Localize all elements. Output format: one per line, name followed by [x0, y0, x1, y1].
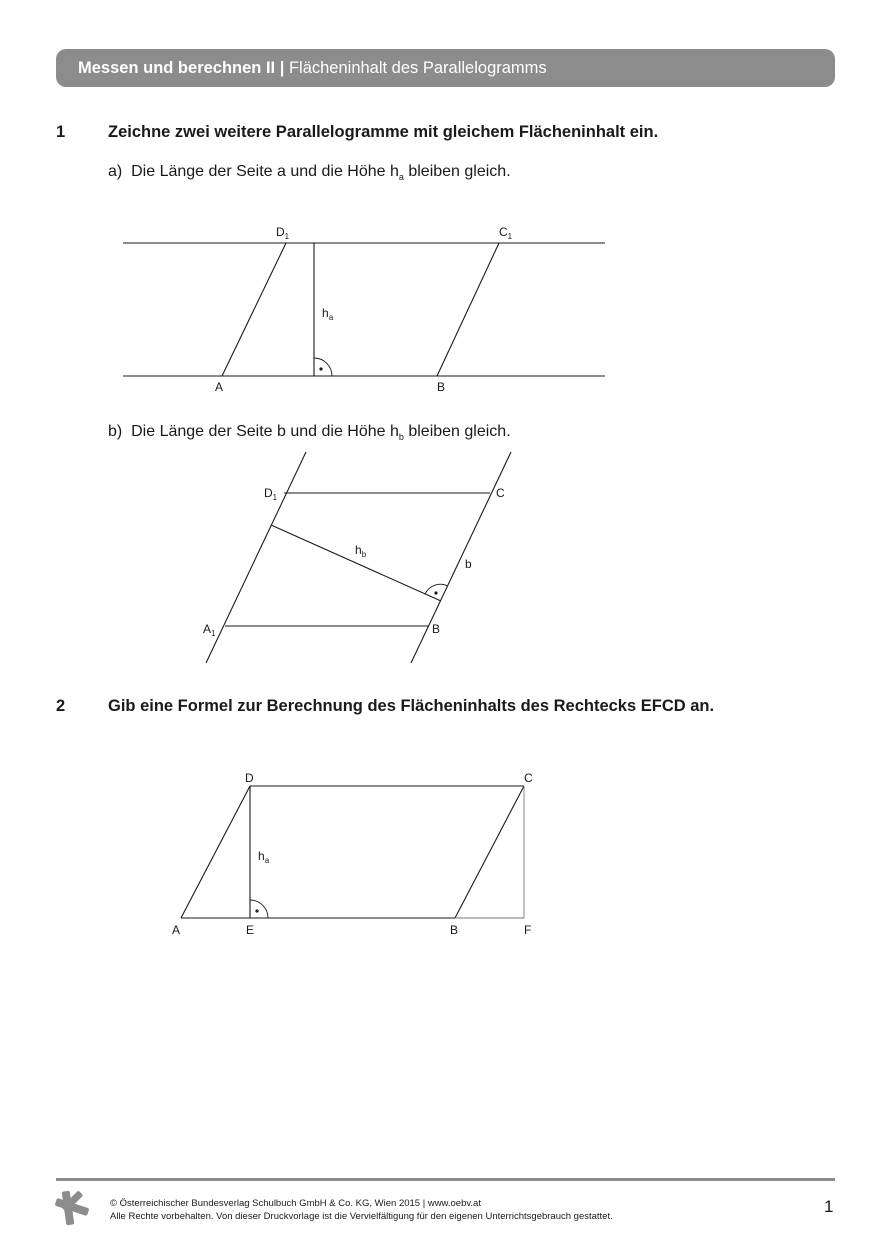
label-a: A: [172, 923, 181, 937]
task1-number: 1: [56, 123, 66, 141]
footer-copyright: © Österreichischer Bundesverlag Schulbuch GmbH & Co. KG, Wien 2015 | www.oebv.at: [110, 1198, 481, 1209]
label-d: D: [245, 771, 254, 785]
label-d1: $D_1$: [264, 486, 278, 502]
task1b-text-after: bleiben gleich.: [408, 423, 511, 440]
header-separator: |: [279, 59, 285, 77]
task1a-subscript: a: [398, 172, 404, 183]
task1a-text-before: Die Länge der Seite a und die Höhe h: [131, 163, 399, 180]
label-c1: $C_1$: [499, 225, 513, 241]
topic-title: Flächeninhalt des Parallelogramms: [288, 59, 547, 77]
label-hb: $h_b$: [355, 543, 367, 559]
label-a: A: [215, 380, 224, 394]
task2-instruction: Gib eine Formel zur Berechnung des Flächeninhalts des Rechtecks EFCD an.: [108, 697, 715, 715]
task1b-text-before: Die Länge der Seite b und die Höhe h: [131, 423, 399, 440]
task2-number: 2: [56, 697, 66, 715]
label-ha: $h_a$: [322, 306, 334, 322]
label-c: C: [524, 771, 533, 785]
label-b: B: [432, 622, 441, 636]
label-side-b: b: [465, 557, 472, 571]
label-d1: $D_1$: [276, 225, 290, 241]
label-e: E: [246, 923, 255, 937]
task1-instruction: Zeichne zwei weitere Parallelogramme mit gleichem Flächeninhalt ein.: [108, 123, 659, 141]
label-f: F: [524, 923, 532, 937]
footer-rights: Alle Rechte vorbehalten. Von dieser Druckvorlage ist die Vervielfältigung für den eigenen Unterrichtsgebrauch gestattet.: [110, 1211, 613, 1222]
label-c: C: [496, 486, 505, 500]
label-b: B: [437, 380, 446, 394]
series-title: Messen und berechnen II: [78, 59, 276, 77]
label-b: B: [450, 923, 459, 937]
label-ha: $h_a$: [258, 849, 270, 865]
task1b-label: b): [108, 423, 123, 440]
task1a-text-after: bleiben gleich.: [408, 163, 511, 180]
task1b-subscript: b: [398, 432, 404, 443]
task1a-label: a): [108, 163, 123, 180]
label-a1: $A_1$: [203, 622, 216, 638]
page-number: 1: [824, 1197, 834, 1216]
